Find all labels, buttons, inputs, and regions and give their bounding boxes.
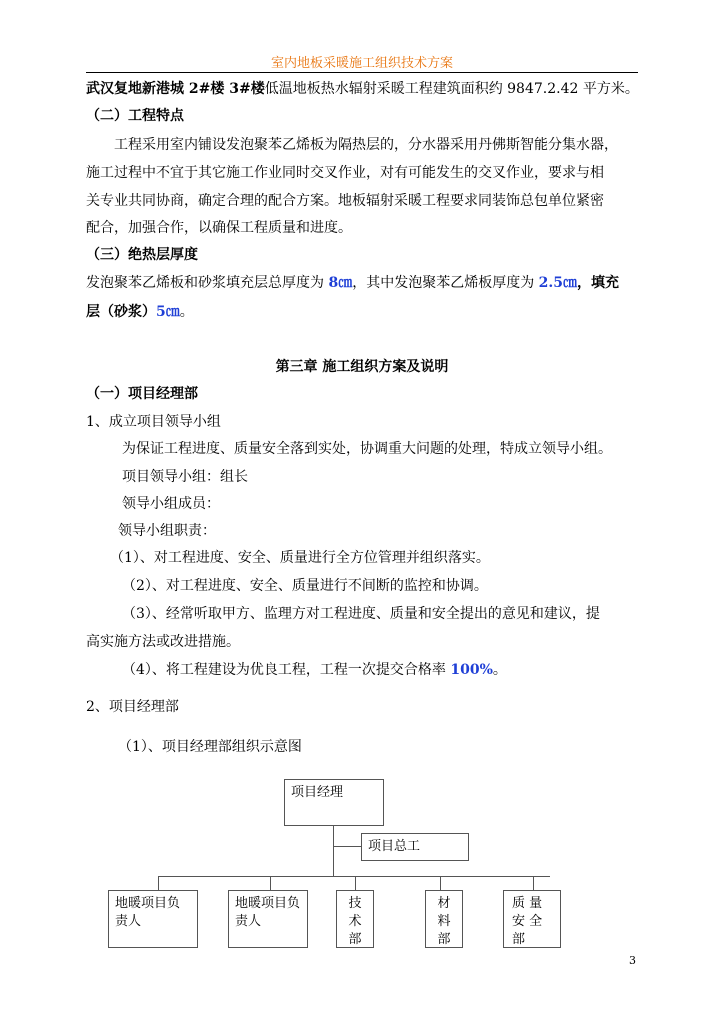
subheading: 1、成立项目领导小组 bbox=[86, 414, 221, 430]
insulation-line-1 bbox=[86, 273, 619, 293]
text: 。 bbox=[179, 304, 194, 320]
text: ，其中发泡聚苯乙烯板厚度为 bbox=[352, 275, 539, 291]
section-heading-insulation: （三）绝热层厚度 bbox=[86, 247, 198, 263]
project-name: 武汉复地新港城 2#楼 3#楼 bbox=[86, 81, 265, 97]
total-thickness: 8㎝ bbox=[328, 275, 353, 291]
paragraph-line: 施工过程中不宜于其它施工作业同时交叉作业，对有可能发生的交叉作业，要求与相 bbox=[86, 165, 604, 181]
chapter-title: 第三章 施工组织方案及说明 bbox=[275, 359, 449, 375]
intro-text: 低温地板热水辐射采暖工程建筑面积约 9847.2.42 平方米。 bbox=[264, 81, 639, 97]
text: 。 bbox=[492, 662, 507, 678]
duty-item: （1）、对工程进度、安全、质量进行全方位管理并组织落实。 bbox=[110, 550, 490, 566]
org-box-dept: 材料部 bbox=[425, 890, 463, 948]
pass-rate: 100% bbox=[450, 662, 493, 678]
org-box-manager: 项目经理 bbox=[284, 779, 384, 826]
org-box-chief-engineer: 项目总工 bbox=[361, 833, 469, 861]
paragraph-line: 领导小组职责： bbox=[118, 523, 216, 539]
text: 层（砂浆） bbox=[86, 304, 156, 320]
page-number: 3 bbox=[629, 954, 636, 967]
duty-item-cont: 高实施方法或改进措施。 bbox=[86, 634, 240, 650]
org-box-dept: 质 量安 全部 bbox=[503, 890, 561, 948]
org-box-dept: 地暖项目负责人 bbox=[108, 890, 198, 948]
org-box-dept: 地暖项目负责人 bbox=[228, 890, 308, 948]
paragraph-line: 项目领导小组：组长 bbox=[122, 469, 248, 485]
paragraph-line: 工程采用室内铺设发泡聚苯乙烯板为隔热层的，分水器采用丹佛斯智能分集水器， bbox=[114, 137, 618, 153]
connector bbox=[355, 876, 356, 890]
paragraph-line: 关专业共同协商，确定合理的配合方案。地板辐射采暖工程要求同装饰总包单位紧密 bbox=[86, 193, 604, 209]
text: 发泡聚苯乙烯板和砂浆填充层总厚度为 bbox=[86, 275, 329, 291]
subheading: 2、项目经理部 bbox=[86, 699, 179, 715]
connector bbox=[158, 876, 159, 890]
text: ，填充 bbox=[577, 275, 620, 291]
mortar-thickness: 5㎝ bbox=[156, 304, 180, 320]
board-thickness: 2.5㎝ bbox=[538, 275, 578, 291]
insulation-line-2 bbox=[86, 302, 194, 322]
connector bbox=[533, 876, 534, 890]
connector bbox=[333, 826, 334, 876]
duty-item: （3）、经常听取甲方、监理方对工程进度、质量和安全提出的意见和建议，提 bbox=[122, 606, 600, 622]
duty-item: （2）、对工程进度、安全、质量进行不间断的监控和协调。 bbox=[122, 578, 488, 594]
duty-item bbox=[122, 660, 507, 680]
connector bbox=[270, 876, 271, 890]
text: （4）、将工程建设为优良工程，工程一次提交合格率 bbox=[122, 662, 451, 678]
paragraph-line: 领导小组成员： bbox=[122, 496, 220, 512]
section-heading-features: （二）工程特点 bbox=[86, 108, 184, 124]
paragraph-line: 为保证工程进度、质量安全落到实处，协调重大问题的处理，特成立领导小组。 bbox=[122, 441, 612, 457]
page-header: 室内地板采暖施工组织技术方案 bbox=[86, 52, 638, 73]
connector bbox=[440, 876, 441, 890]
intro-line bbox=[86, 79, 639, 99]
paragraph-line: 配合，加强合作，以确保工程质量和进度。 bbox=[86, 220, 352, 236]
section-heading-pm: （一）项目经理部 bbox=[86, 386, 198, 402]
connector bbox=[158, 876, 550, 877]
subheading: （1）、项目经理部组织示意图 bbox=[118, 739, 302, 755]
org-box-dept: 技术部 bbox=[336, 890, 374, 948]
connector bbox=[333, 846, 361, 847]
